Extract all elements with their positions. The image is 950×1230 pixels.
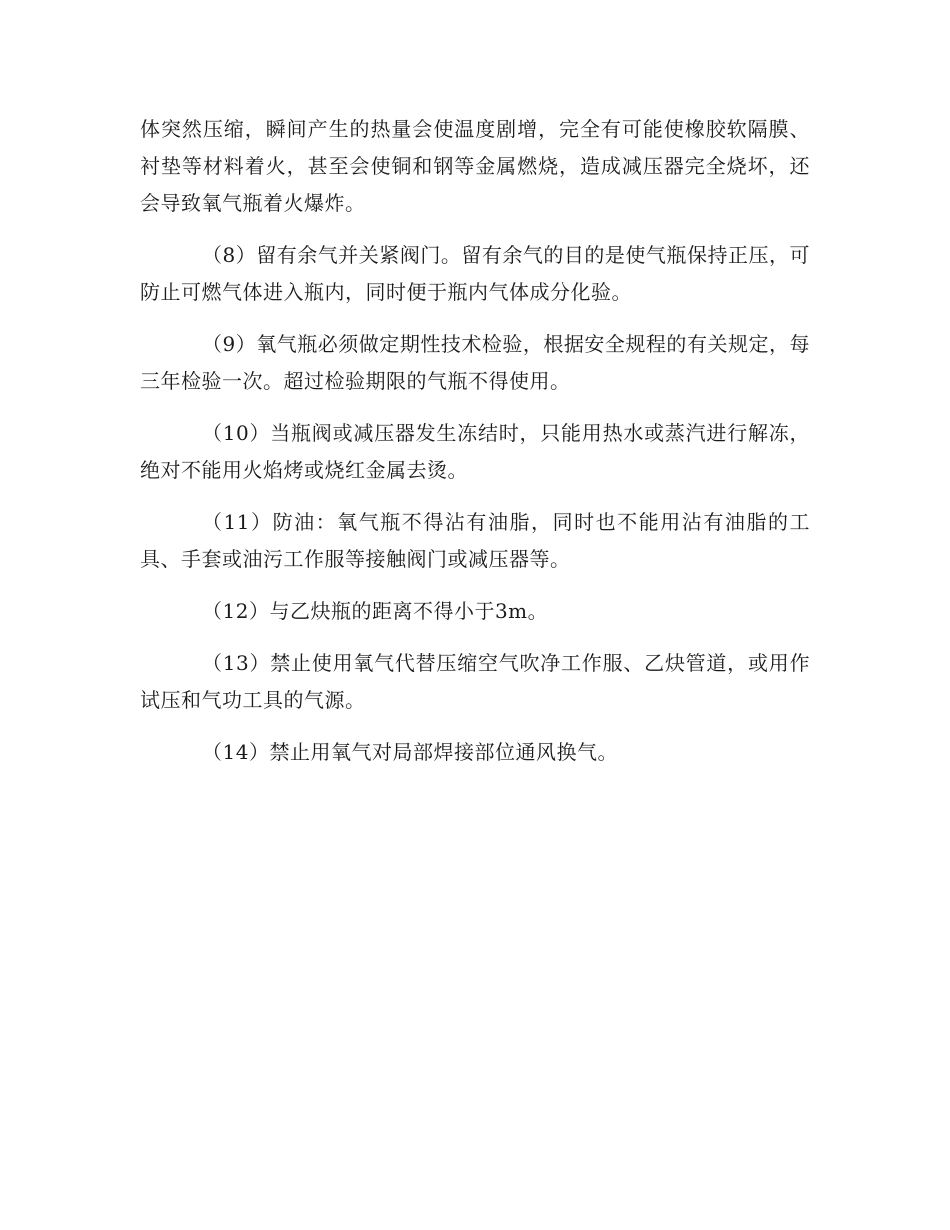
paragraph-item-8: （8）留有余气并关紧阀门。留有余气的目的是使气瓶保持正压，可防止可燃气体进入瓶内，同时便于瓶内气体成分化验。 (140, 243, 810, 304)
paragraph-item-11: （11）防油：氧气瓶不得沾有油脂，同时也不能用沾有油脂的工具、手套或油污工作服等接触阀门或减压器等。 (140, 510, 810, 571)
paragraph-item-10: （10）当瓶阀或减压器发生冻结时，只能用热水或蒸汽进行解冻，绝对不能用火焰烤或烧红金属去烫。 (140, 421, 810, 482)
document-body (140, 111, 810, 771)
paragraph-item-9: （9）氧气瓶必须做定期性技术检验，根据安全规程的有关规定，每三年检验一次。超过检验期限的气瓶不得使用。 (140, 332, 810, 393)
paragraph-item-13: （13）禁止使用氧气代替压缩空气吹净工作服、乙炔管道，或用作试压和气功工具的气源。 (140, 651, 810, 712)
paragraph-item-14: （14）禁止用氧气对局部焊接部位通风换气。 (202, 740, 618, 764)
paragraph-continuation: 体突然压缩，瞬间产生的热量会使温度剧增，完全有可能使橡胶软隔膜、衬垫等材料着火，甚至会使铜和钢等金属燃烧，造成减压器完全烧坏，还会导致氧气瓶着火爆炸。 (140, 117, 810, 215)
paragraph-item-12: （12）与乙炔瓶的距离不得小于3m。 (202, 599, 549, 623)
